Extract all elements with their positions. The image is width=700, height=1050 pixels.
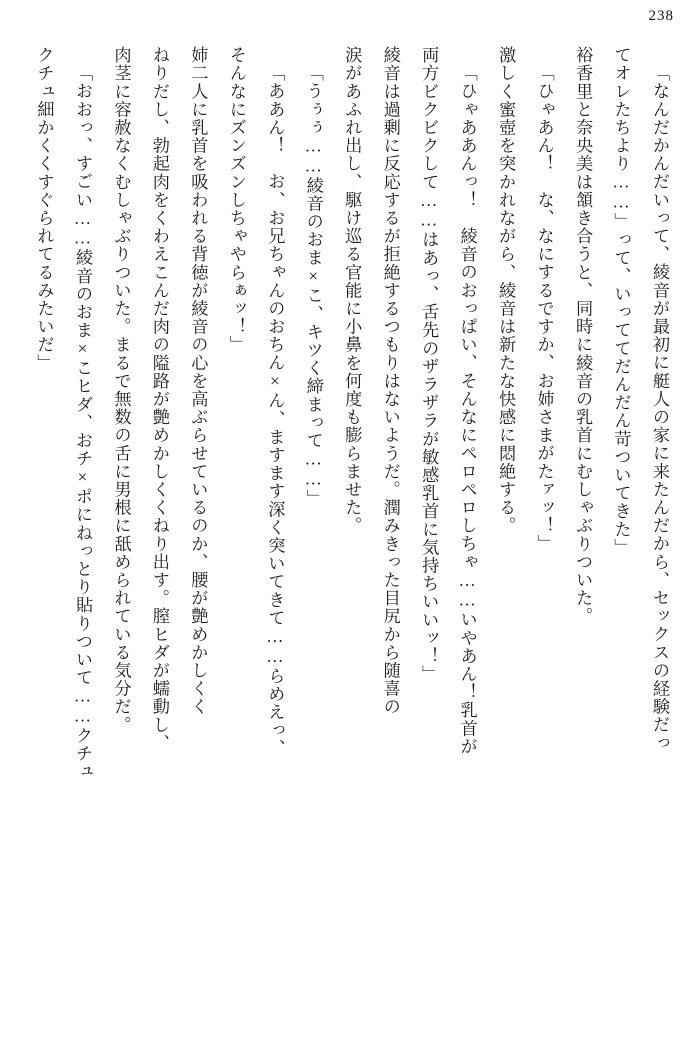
text-line: クチュ細かくくすぐられてるみたいだ」	[34, 46, 54, 372]
text-line: 「おおっ、すごい……綾音のおま×こヒダ、おチ×ポにねっとり貼りついて……クチュ	[72, 64, 92, 781]
text-line: 肉茎に容赦なくむしゃぶりついた。まるで無数の舌に男根に舐められている気分だ。	[111, 46, 131, 734]
text-line: そんなにズンズンしちゃやらぁッ！」	[226, 46, 246, 354]
text-line: 激しく蜜壺を突かれながら、綾音は新たな快感に悶絶する。	[496, 46, 516, 535]
text-line: 涙があふれ出し、駆け巡る官能に小鼻を何度も膨らませた。	[342, 46, 362, 535]
text-line: 「うぅぅ……綾音のおま×こ、キツく締まって……」	[303, 64, 323, 508]
text-line: 姉二人に乳首を吸われる背徳が綾音の心を高ぶらせているのか、腰が艶めかしくく	[188, 46, 208, 716]
text-line: 「ひゃああんっ！ 綾音のおっぱい、そんなにペロペロしちゃ……いやあん！乳首が	[457, 64, 477, 756]
text-line: 「ひゃあん！ な、なにするですか、お姉さまがたァッ！」	[534, 64, 554, 553]
text-line: ねりだし、勃起肉をくわえこんだ肉の隘路が艶めかしくくねり出す。膣ヒダが蠕動し、	[149, 46, 169, 752]
body-text-block	[24, 46, 676, 1016]
text-line: 「ああん！ お、お兄ちゃんのおちん×ん、ますます深く突いてきて……らめえっ、	[265, 64, 285, 758]
text-line: 「なんだかんだいって、綾音が最初に艇人の家に来たんだから、セックスの経験だっ	[650, 64, 669, 752]
text-line: 裕香里と奈央美は頷き合うと、同時に綾音の乳首にむしゃぶりついた。	[573, 46, 593, 626]
text-line: てオレたちより……」って、いっててだんだん苛ついてきた」	[611, 46, 631, 557]
page-number: 238	[648, 8, 674, 24]
text-line: 綾音は過剰に反応するが拒絶するつもりはないようだ。潤みきった目尻から随喜の	[380, 46, 400, 716]
text-line: 両方ビクビクして……はあっ、舌先のザラザラが敏感乳首に気持ちいいッ！」	[419, 46, 439, 684]
